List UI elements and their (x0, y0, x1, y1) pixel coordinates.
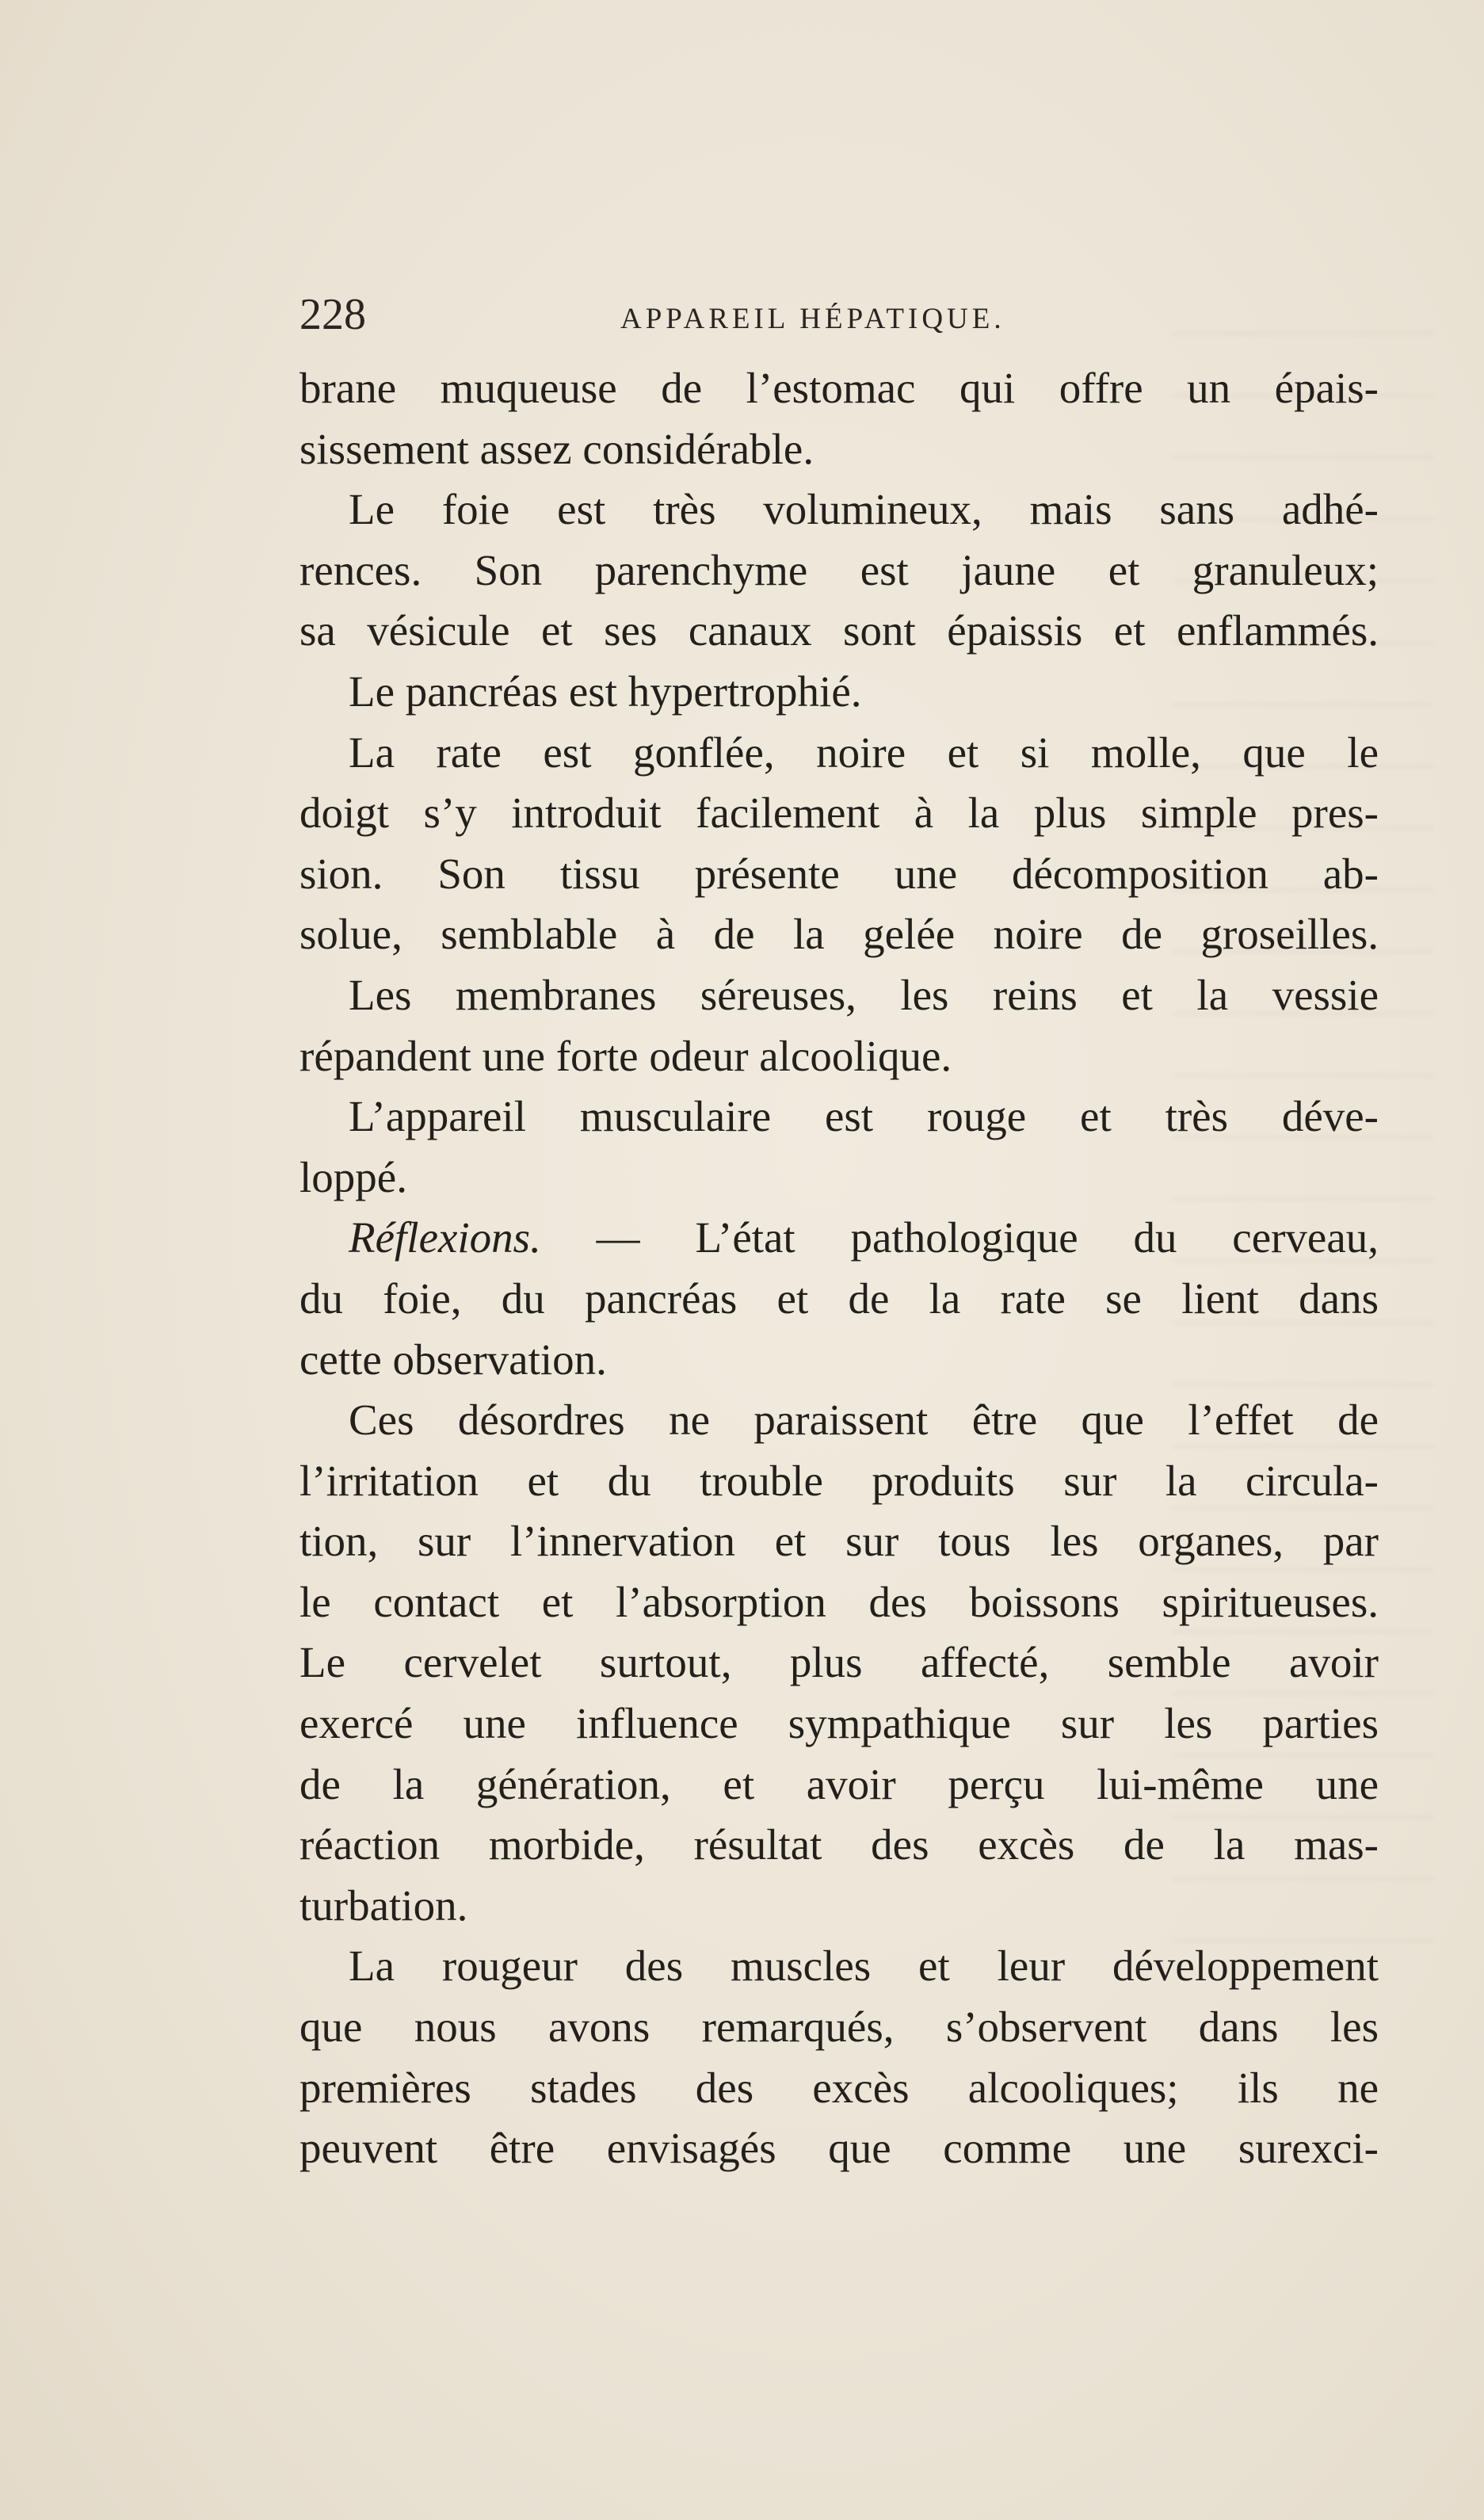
text-line: Le pancréas est hypertrophié. (349, 666, 862, 716)
page-header (299, 287, 1361, 342)
text-line: sion. Son tissu présente une décomposition ab- (299, 849, 1379, 898)
text-line: L’appareil musculaire est rouge et très déve- (349, 1092, 1379, 1141)
body-text (299, 358, 1379, 2179)
text-line (299, 1208, 1379, 1269)
text-line: turbation. (299, 1880, 468, 1930)
text-line: La rougeur des muscles et leur développement (349, 1942, 1379, 1991)
text-line: réaction morbide, résultat des excès de la mas- (299, 1820, 1379, 1869)
text-line: solue, semblable à de la gelée noire de groseilles. (299, 910, 1379, 959)
text-line: sissement assez considérable. (299, 424, 814, 473)
text-line: La rate est gonflée, noire et si molle, que le (349, 727, 1379, 777)
text-line: que nous avons remarqués, s’observent dans les (299, 2003, 1379, 2052)
text-line: exercé une influence sympathique sur les parties (299, 1699, 1379, 1748)
text-line: Le cervelet surtout, plus affecté, semble avoir (299, 1638, 1379, 1687)
text-line: sa vésicule et ses canaux sont épaissis et enflammés. (299, 606, 1379, 655)
text-line: doigt s’y introduit facilement à la plus simple pres- (299, 788, 1379, 838)
text-line: l’irritation et du trouble produits sur la circula- (299, 1456, 1379, 1505)
text-line: loppé. (299, 1152, 407, 1201)
running-head: APPAREIL HÉPATIQUE. (620, 303, 1005, 335)
text-line: le contact et l’absorption des boissons spiritueuses. (299, 1577, 1379, 1626)
text-line: peuvent être envisagés que comme une surexci- (299, 2124, 1379, 2173)
text-line: brane muqueuse de l’estomac qui offre un épais- (299, 364, 1379, 412)
text-line: premières stades des excès alcooliques; ils ne (299, 2063, 1379, 2112)
text-line: rences. Son parenchyme est jaune et granuleux; (299, 545, 1379, 594)
text-line: du foie, du pancréas et de la rate se lient dans (299, 1273, 1379, 1323)
text-line: Les membranes séreuses, les reins et la vessie (349, 970, 1379, 1019)
reflexions-label: Réflexions. (349, 1213, 541, 1262)
text-line: tion, sur l’innervation et sur tous les organes, par (299, 1517, 1379, 1566)
text-line: Le foie est très volumineux, mais sans adhé- (349, 485, 1379, 534)
reflexions-text: — L’état pathologique du cerveau, (596, 1213, 1379, 1262)
page-number: 228 (299, 290, 366, 339)
text-line: répandent une forte odeur alcoolique. (299, 1031, 952, 1080)
text-line: cette observation. (299, 1334, 607, 1384)
text-line: Ces désordres ne paraissent être que l’effet de (349, 1396, 1379, 1445)
text-line: de la génération, et avoir perçu lui-même une (299, 1759, 1379, 1808)
